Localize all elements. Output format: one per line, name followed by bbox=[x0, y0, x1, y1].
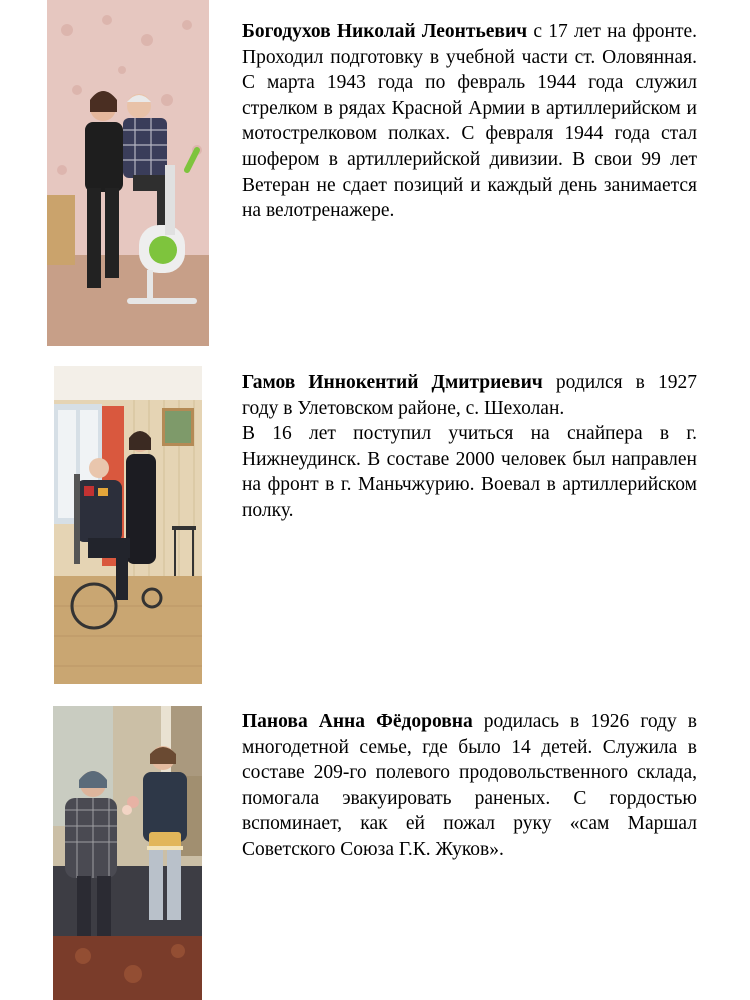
veteran-bio-paragraph-2b: В 16 лет поступил учиться на снайпера в г. Нижнеудинск. В составе 2000 человек был направлен на фронт в г. Маньчжурию. Воевал в артиллерийском полку. bbox=[242, 423, 697, 521]
veteran-bio-3 bbox=[242, 709, 697, 863]
veteran-name-1: Богодухов Николай Леонтьевич bbox=[242, 21, 528, 42]
veteran-photo-3 bbox=[53, 706, 202, 1000]
veteran-bio-1 bbox=[242, 19, 697, 224]
veteran-name-3: Панова Анна Фёдоровна bbox=[242, 711, 473, 732]
veteran-bio-text-3: родилась в 1926 году в многодетной семье, где было 14 детей. Служила в составе 209-го полевого продовольственного склада, помогала эвакуировать раненых. С гордостью вспоминает, как ей пожал руку «сам Маршал Советского Союза Г.К. Жуков». bbox=[242, 711, 697, 860]
veteran-bio-paragraph-2a bbox=[242, 370, 697, 421]
veteran-photo-1 bbox=[47, 0, 209, 346]
veteran-bio-2 bbox=[242, 370, 697, 524]
veteran-bio-text-1: с 17 лет на фронте. Проходил подготовку в учебной части ст. Оловянная. С марта 1943 года по февраль 1944 года служил стрелком в рядах Красной Армии в артиллерийском и мотострелковом полках. С февраля 1944 года стал шофером в артиллерийской дивизии. В свои 99 лет Ветеран не сдает позиций и каждый день занимается на велотренажере. bbox=[242, 21, 698, 222]
veteran-bio-text-2: родился в 1927 году в Улетовском районе, с. Шехолан. bbox=[242, 372, 697, 419]
veteran-name-2: Гамов Иннокентий Дмитриевич bbox=[242, 372, 543, 393]
veteran-photo-2 bbox=[54, 366, 202, 684]
